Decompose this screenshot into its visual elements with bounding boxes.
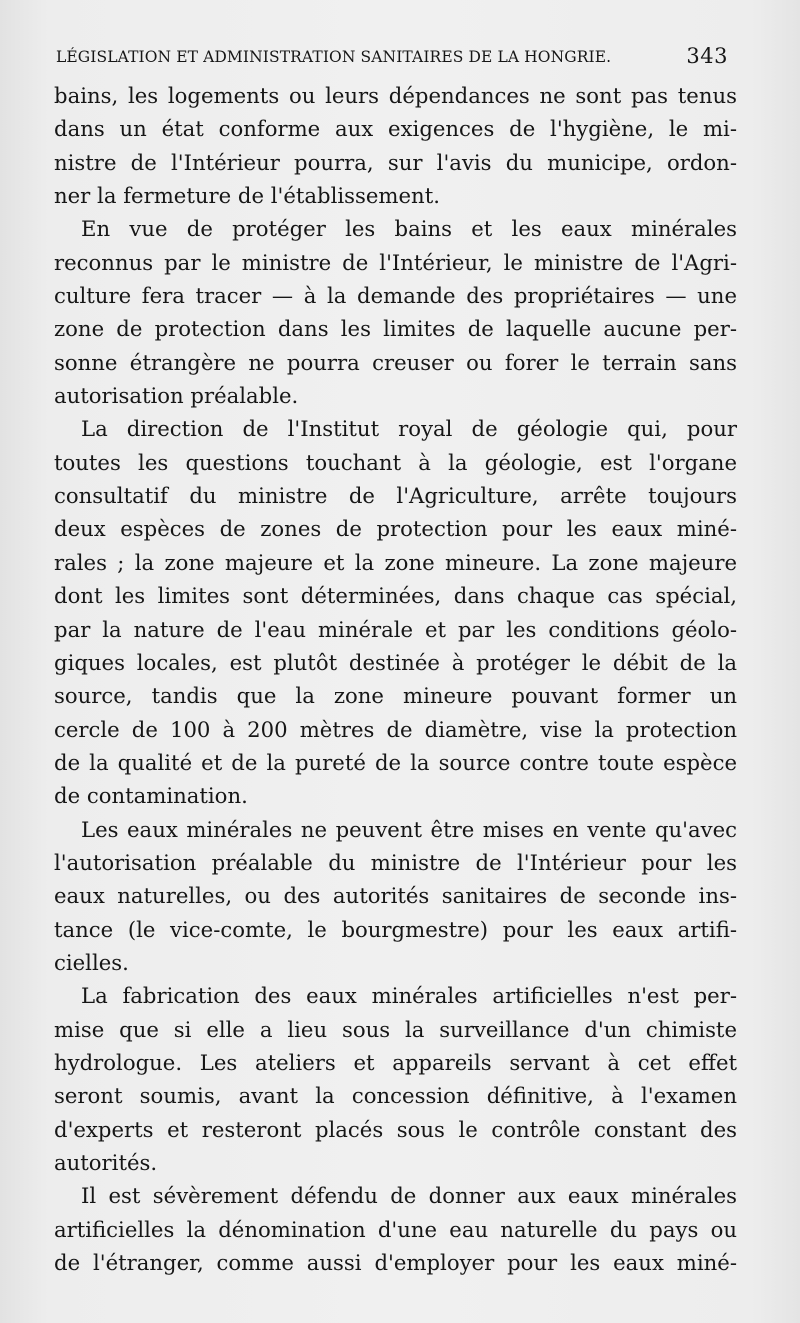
running-title: LÉGISLATION ET ADMINISTRATION SANITAIRES DE LA HONGRIE.	[56, 48, 612, 66]
text-line: sonne étrangère ne pourra creuser ou forer le terrain sans	[54, 349, 737, 375]
text-line: cercle de 100 à 200 mètres de diamètre, vise la protection	[54, 716, 737, 742]
text-line: de l'étranger, comme aussi d'employer pour les eaux miné-	[54, 1250, 737, 1276]
text-line: La fabrication des eaux minérales artificielles n'est per-	[81, 983, 737, 1009]
text-line: deux espèces de zones de protection pour les eaux miné-	[54, 516, 737, 542]
text-line: seront soumis, avant la concession définitive, à l'examen	[54, 1083, 737, 1109]
text-line: artificielles la dénomination d'une eau naturelle du pays ou	[54, 1216, 737, 1242]
text-line: mise que si elle a lieu sous la surveillance d'un chimiste	[54, 1016, 737, 1042]
text-line: ner la fermeture de l'établissement.	[54, 183, 440, 209]
text-line: dans un état conforme aux exigences de l'hygiène, le mi-	[54, 116, 737, 142]
text-line: consultatif du ministre de l'Agriculture, arrête toujours	[54, 483, 737, 509]
paragraph-fabrication	[54, 979, 737, 1179]
paragraph-zone-protection	[54, 212, 737, 412]
text-line: hydrologue. Les ateliers et appareils servant à cet effet	[54, 1049, 737, 1075]
text-line: toutes les questions touchant à la géologie, est l'organe	[54, 449, 737, 475]
text-line: Les eaux minérales ne peuvent être mises en vente qu'avec	[81, 816, 737, 842]
page-number: 343	[686, 44, 728, 68]
paragraph-vente-eaux	[54, 813, 737, 980]
text-line: autorisation préalable.	[54, 383, 299, 409]
text-line: de contamination.	[54, 783, 248, 809]
text-line: reconnus par le ministre de l'Intérieur, le ministre de l'Agri-	[54, 249, 737, 275]
text-line: bains, les logements ou leurs dépendances ne sont pas tenus	[54, 83, 737, 108]
text-line: La direction de l'Institut royal de géologie qui, pour	[81, 416, 737, 442]
text-line: l'autorisation préalable du ministre de l'Intérieur pour les	[54, 849, 737, 875]
text-line: de la qualité et de la pureté de la source contre toute espèce	[54, 749, 737, 775]
text-line: giques locales, est plutôt destinée à protéger le débit de la	[54, 649, 737, 675]
text-line: dont les limites sont déterminées, dans chaque cas spécial,	[54, 583, 737, 609]
paragraph-denomination	[54, 1179, 737, 1279]
paragraph-institut-geologie	[54, 412, 737, 812]
text-line: cielles.	[54, 949, 129, 975]
text-line: autorités.	[54, 1150, 158, 1175]
text-line: source, tandis que la zone mineure pouvant former un	[54, 683, 737, 709]
text-line: eaux naturelles, ou des autorités sanitaires de seconde ins-	[54, 883, 737, 909]
text-line: rales ; la zone majeure et la zone mineure. La zone majeure	[54, 549, 737, 575]
paragraph-bains	[54, 79, 737, 212]
body-text	[54, 79, 737, 1279]
text-line: d'experts et resteront placés sous le contrôle constant des	[54, 1116, 737, 1142]
text-line: Il est sévèrement défendu de donner aux eaux minérales	[81, 1183, 737, 1209]
text-line: culture fera tracer — à la demande des propriétaires — une	[54, 283, 737, 309]
text-line: nistre de l'Intérieur pourra, sur l'avis du municipe, ordon-	[54, 149, 737, 175]
text-line: par la nature de l'eau minérale et par les conditions géolo-	[54, 616, 737, 642]
text-line: zone de protection dans les limites de laquelle aucune per-	[54, 316, 737, 342]
text-line: tance (le vice-comte, le bourgmestre) pour les eaux artifi-	[54, 916, 737, 942]
running-head	[56, 44, 728, 72]
text-line: En vue de protéger les bains et les eaux minérales	[81, 216, 737, 242]
